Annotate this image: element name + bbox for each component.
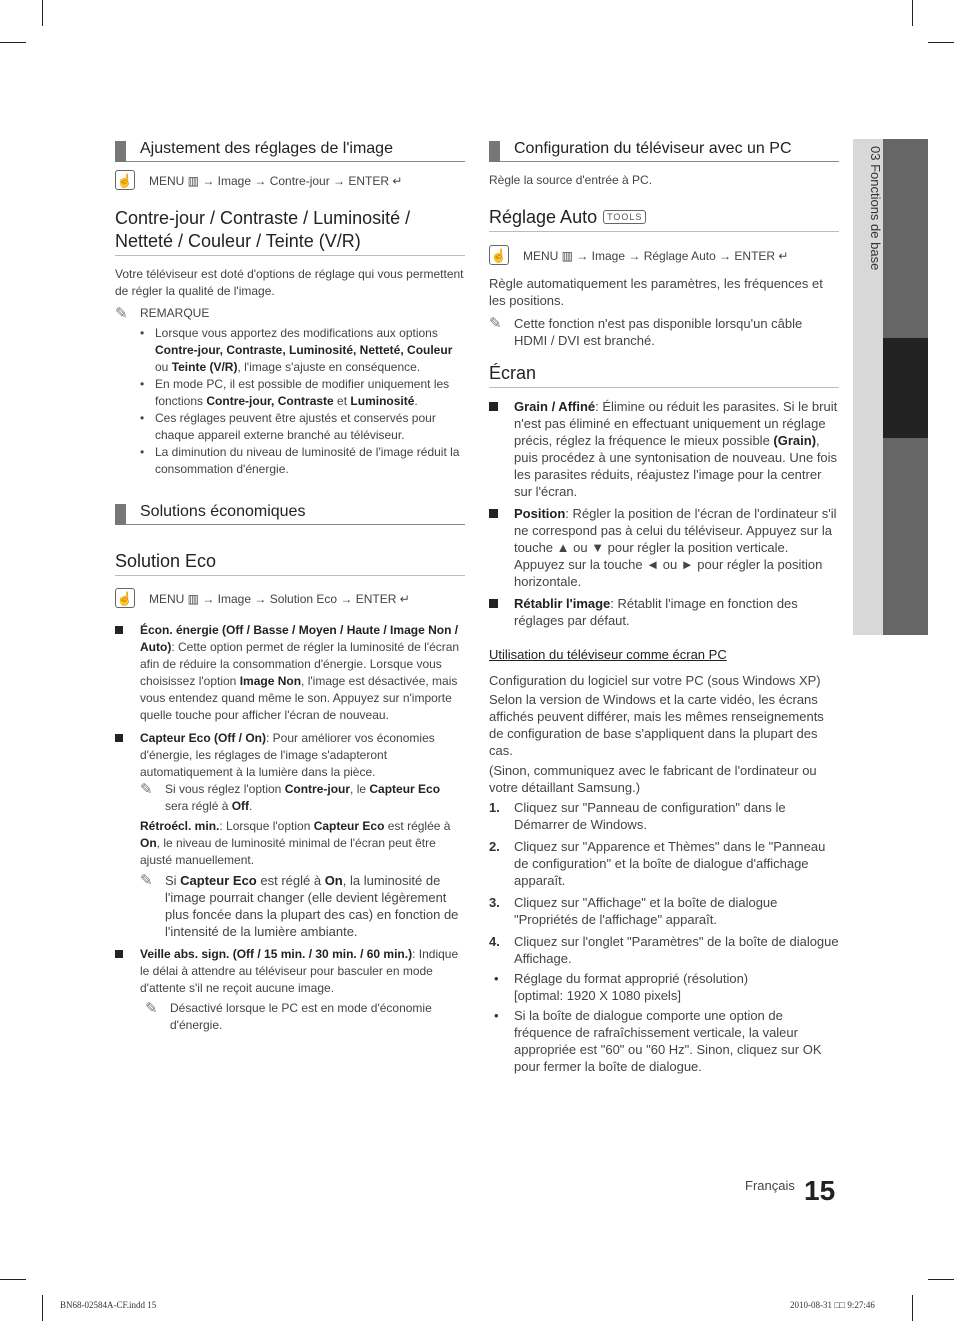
section-heading: Configuration du téléviseur avec un PC	[489, 138, 839, 162]
note: ✎ Cette fonction n'est pas disponible lorsqu'un câble HDMI / DVI est branché.	[489, 315, 803, 348]
slug-file: BN68-02584A-CF.indd 15	[60, 1300, 157, 1310]
list-item: Veille abs. sign. (Off / 15 min. / 30 min. / 60 min.): Indique le délai à attendre au téléviseur pour basculer en mode d'attente s'il ne reçoit aucune image.	[115, 946, 465, 997]
footer-language: Français	[745, 1178, 795, 1193]
chapter-tab-active	[883, 338, 928, 438]
list-item: Position: Régler la position de l'écran de l'ordinateur s'il ne correspond pas à celui du téléviseur. Appuyez sur la touche ▲ ou ▼ pour régler la position verticale. Appuyez sur la touche ◄ ou ► pour régler la position horizontale.	[489, 505, 839, 590]
intro-text: Votre téléviseur est doté d'options de réglage qui vous permettent de régler la qualité de l'image.	[115, 267, 464, 298]
crop-mark	[42, 0, 43, 26]
step-item: 2. Cliquez sur "Apparence et Thèmes" dans le "Panneau de configuration" et la boîte de dialogue d'affichage apparaît.	[489, 839, 826, 888]
bullet-item: • Lorsque vous apportez des modifications aux options Contre-jour, Contraste, Luminosité, Netteté, Couleur ou Teinte (V/R), l'image s'ajuste en conséquence.	[140, 326, 453, 374]
paragraph: Règle automatiquement les paramètres, les fréquences et les positions.	[489, 276, 823, 308]
crop-mark	[912, 1295, 913, 1321]
intro-text: Règle la source d'entrée à PC.	[489, 173, 653, 187]
pencil-icon: ✎	[140, 781, 153, 798]
crop-mark	[928, 42, 954, 43]
step-item: 1. Cliquez sur "Panneau de configuration" dans le Démarrer de Windows.	[489, 800, 786, 832]
subheading: Utilisation du téléviseur comme écran PC	[489, 647, 727, 662]
page-number: 15	[804, 1175, 836, 1206]
note: ✎ Si Capteur Eco est réglé à On, la luminosité de l'image pourrait changer (elle devient légèrement plus foncée dans la plupart des cas) en fonction de l'intensité de la lumière ambiante.	[140, 872, 459, 939]
bullet-item: • Réglage du format approprié (résolution) [optimal: 1920 X 1080 pixels]	[494, 971, 749, 1003]
page-title: Contre-jour / Contraste / Luminosité / Netteté / Couleur / Teinte (V/R)	[115, 207, 465, 256]
paragraph: Rétroécl. min.: Lorsque l'option Capteur Eco est réglée à On, le niveau de luminosité minimal de l'écran peut être ajusté manuellement.	[140, 819, 451, 867]
pencil-icon: ✎	[115, 305, 128, 322]
slug-date: 2010-08-31 □□ 9:27:46	[790, 1300, 875, 1310]
menu-path: ☝ MENU ▥ → Image → Réglage Auto → ENTER ↵	[489, 243, 839, 269]
note: ✎ Désactivé lorsque le PC est en mode d'économie d'énergie.	[145, 1000, 432, 1032]
crop-mark	[0, 42, 26, 43]
paragraph: Selon la version de Windows et la carte vidéo, les écrans affichés peuvent différer, mais les mêmes renseignements de configuration de base s'appliquent dans la plupart des cas.	[489, 692, 824, 758]
hand-icon: ☝	[115, 588, 135, 608]
crop-mark	[928, 1279, 954, 1280]
list-item: Rétablir l'image: Rétablit l'image en fonction des réglages par défaut.	[489, 595, 839, 629]
crop-mark	[42, 1295, 43, 1321]
step-item: 4. Cliquez sur l'onglet "Paramètres" de la boîte de dialogue Affichage.	[489, 934, 839, 966]
crop-mark	[912, 0, 913, 26]
subsection-title: Solution Eco	[115, 550, 465, 576]
chapter-label: 03 Fonctions de base	[868, 146, 883, 271]
bullet-item: • Si la boîte de dialogue comporte une option de fréquence de rafraîchissement verticale, la valeur appropriée est "60" ou "60 Hz". Sinon, cliquez sur OK pour fermer la boîte de dialogue.	[494, 1008, 822, 1074]
list-item: Grain / Affiné: Élimine ou réduit les parasites. Si le bruit n'est pas éliminé en effectuant uniquement un réglage précis, réglez la fréquence le mieux possible (Grain), puis procédez à une syntonisation de nouveau. Une fois les parasites réduits, réajustez l'image pour la centrer sur l'écran.	[489, 398, 839, 500]
pencil-icon: ✎	[140, 872, 153, 889]
section-heading: Ajustement des réglages de l'image	[115, 138, 465, 162]
bullet-item: • Ces réglages peuvent être ajustés et conservés pour chaque appareil externe branché au téléviseur.	[140, 411, 436, 442]
paragraph: Configuration du logiciel sur votre PC (sous Windows XP)	[489, 673, 821, 688]
list-item: Écon. énergie (Off / Basse / Moyen / Haute / Image Non / Auto): Cette option permet de régler la luminosité de l'écran afin de réduire la consommation d'énergie. Lorsque vous choisissez l'option Image Non, l'image est désactivée, mais vous entendez quand même le son. Appuyez sur n'importe quelle touche pour afficher l'écran de nouveau.	[115, 622, 465, 724]
crop-mark	[0, 1279, 26, 1280]
note: ✎ Si vous réglez l'option Contre-jour, le Capteur Eco sera réglé à Off.	[140, 781, 441, 813]
tools-badge: TOOLS	[603, 210, 646, 224]
list-item: Capteur Eco (Off / On): Pour améliorer vos économies d'énergie, les réglages de l'image s'adapteront automatiquement à la lumière dans la pièce.	[115, 730, 465, 781]
bullet-item: • En mode PC, il est possible de modifier uniquement les fonctions Contre-jour, Contraste et Luminosité.	[140, 377, 450, 408]
pencil-icon: ✎	[489, 315, 502, 332]
right-column	[489, 138, 839, 1075]
step-item: 3. Cliquez sur "Affichage" et la boîte de dialogue "Propriétés de l'affichage" apparaît.	[489, 895, 778, 927]
subsection-title: Réglage Auto TOOLS	[489, 206, 839, 232]
paragraph: (Sinon, communiquez avec le fabricant de l'ordinateur ou votre détaillant Samsung.)	[489, 763, 817, 795]
remark: ✎ REMARQUE	[115, 305, 210, 322]
bullet-item: • La diminution du niveau de luminosité de l'image réduit la consommation d'énergie.	[140, 445, 460, 476]
section-heading: Solutions économiques	[115, 501, 465, 525]
menu-path: ☝ MENU ▥ → Image → Contre-jour → ENTER ↵	[115, 168, 465, 194]
subsection-title: Écran	[489, 362, 839, 388]
left-column	[115, 138, 465, 1034]
hand-icon: ☝	[115, 170, 135, 190]
pencil-icon: ✎	[145, 1000, 158, 1017]
menu-path: ☝ MENU ▥ → Image → Solution Eco → ENTER ↵	[115, 586, 465, 612]
hand-icon: ☝	[489, 245, 509, 265]
